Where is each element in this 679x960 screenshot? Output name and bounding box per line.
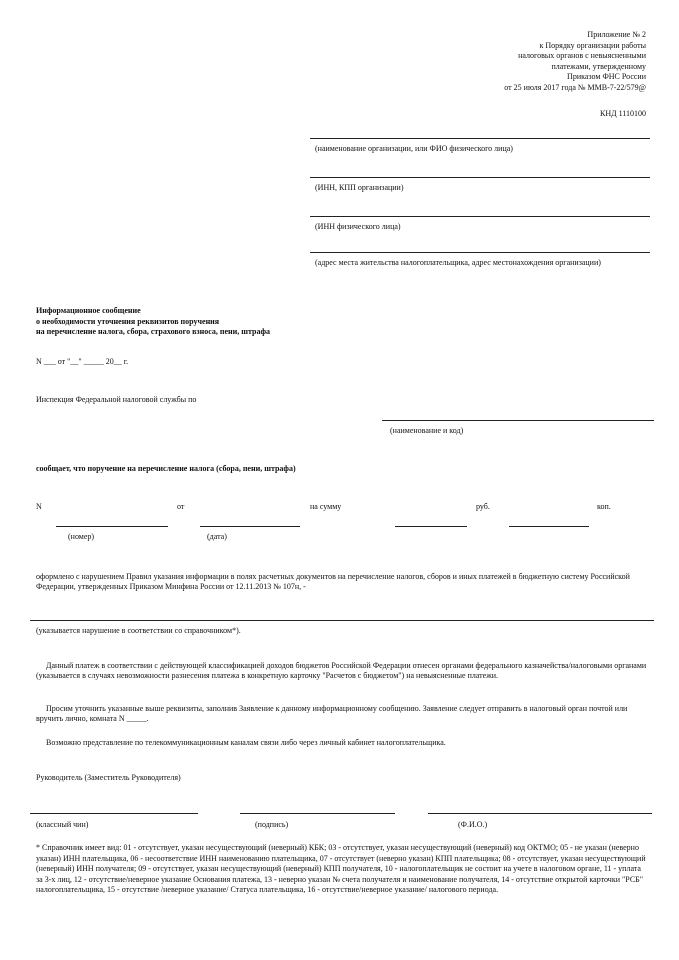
rank-line <box>30 813 198 814</box>
doc-number-date: N ___ от "__" _____ 20__ г. <box>36 357 129 366</box>
payment-sum-label: на сумму <box>310 502 342 511</box>
inspection-label: Инспекция Федеральной налоговой службы по <box>36 395 197 404</box>
org-name-caption: (наименование организации, или ФИО физического лица) <box>315 144 513 153</box>
appendix-line: от 25 июля 2017 года № ММВ-7-22/579@ <box>504 82 646 92</box>
appendix-line: Приказом ФНС России <box>567 72 646 82</box>
signature-head-label: Руководитель (Заместитель Руководителя) <box>36 773 181 782</box>
payment-rub-label: руб. <box>476 502 490 511</box>
inspection-name-line <box>382 420 654 421</box>
knd-code: КНД 1110100 <box>600 109 646 118</box>
appendix-line: платежами, утвержденному <box>551 61 646 71</box>
payment-kop-label: коп. <box>597 502 611 511</box>
appendix-line: Приложение № 2 <box>587 30 646 39</box>
appendix-line: налоговых органов с невыясненными <box>518 51 646 61</box>
fio-line <box>428 813 652 814</box>
payment-number-label: N <box>36 502 42 511</box>
inn-person-line <box>310 216 650 217</box>
signature-caption: (подпись) <box>255 820 289 829</box>
payment-number-caption: (номер) <box>68 532 95 541</box>
doc-title-line2: о необходимости уточнения реквизитов поручения <box>36 317 220 326</box>
paragraph-telecom: Возможно представление по телекоммуникационным каналам связи либо через личный кабинет налогоплательщика. <box>46 738 446 747</box>
violation-line <box>30 620 654 621</box>
paragraph-unexplained: Данный платеж в соответствии с действующей классификацией доходов бюджетов Российской Федерации отнесен органами федерального казначейства/налоговыми органами (указывается в случаях невозможности разнесения платежа в конкретную карточку "Расчетов с бюджетом") на невыясненные платежи. <box>36 661 647 680</box>
rank-caption: (классный чин) <box>36 820 89 829</box>
payment-date-line <box>200 526 300 527</box>
inn-kpp-line <box>310 177 650 178</box>
signature-line <box>240 813 395 814</box>
payment-rub-line <box>395 526 467 527</box>
payment-date-caption: (дата) <box>207 532 227 541</box>
appendix-header <box>504 30 646 94</box>
address-line <box>310 252 650 253</box>
inn-person-caption: (ИНН физического лица) <box>315 222 401 231</box>
violation-caption: (указывается нарушение в соответствии со справочником*). <box>36 626 241 635</box>
doc-title-line3: на перечисление налога, сбора, страхового взноса, пени, штрафа <box>36 327 271 336</box>
footnote-reference: * Справочник имеет вид: 01 - отсутствует, указан несуществующий (неверный) КБК; 03 - отсутствует, указан несуществующий (неверный) код ОКТМО; 05 - не указан (неверно указан) ИНН плательщика, 06 - несоответствие ИНН наименованию плательщика, 07 - отсутствует (неверно указан) КПП плательщика; 08 - отсутствует, указан несуществующий (неверный) ИНН получателя; 09 - отсутствует, указан несуществующий (неверный) КПП получателя, 10 - налогоплательщик не состоит на учете в налоговом органе, 11 - уплата за 3-х лиц, 12 - отсутствие/неверное указание Основания платежа, 13 - неверно указан № счета получателя и наименование получателя, 14 - отсутствие открытой карточки "РСБ" налогоплательщика, 15 - отсутствие /неверное указание/ Статуса плательщика, 16 - отсутствие/неверное указание/ налогового периода. <box>36 843 646 894</box>
address-caption: (адрес места жительства налогоплательщика, адрес местонахождения организации) <box>315 258 601 267</box>
inspection-name-caption: (наименование и код) <box>390 426 464 435</box>
payment-number-line <box>56 526 168 527</box>
fio-caption: (Ф.И.О.) <box>458 820 488 829</box>
org-name-line <box>310 138 650 139</box>
reports-statement: сообщает, что поручение на перечисление налога (сбора, пени, штрафа) <box>36 464 296 473</box>
violation-text: оформлено с нарушением Правил указания информации в полях расчетных документов на перечисление налогов, сборов и иных платежей в бюджетную систему Российской Федерации, утвержденных Приказом Минфина России от 12.11.2013 № 107н, - <box>36 572 630 591</box>
payment-kop-line <box>509 526 589 527</box>
inn-kpp-caption: (ИНН, КПП организации) <box>315 183 404 192</box>
paragraph-request: Просим уточнить указанные выше реквизиты, заполнив Заявление к данному информационному сообщению. Заявление следует отправить в налоговый орган почтой или вручить лично, комната N _____. <box>36 704 628 723</box>
payment-date-label: от <box>177 502 185 511</box>
doc-title-line1: Информационное сообщение <box>36 306 141 315</box>
appendix-line: к Порядку организации работы <box>539 40 646 50</box>
